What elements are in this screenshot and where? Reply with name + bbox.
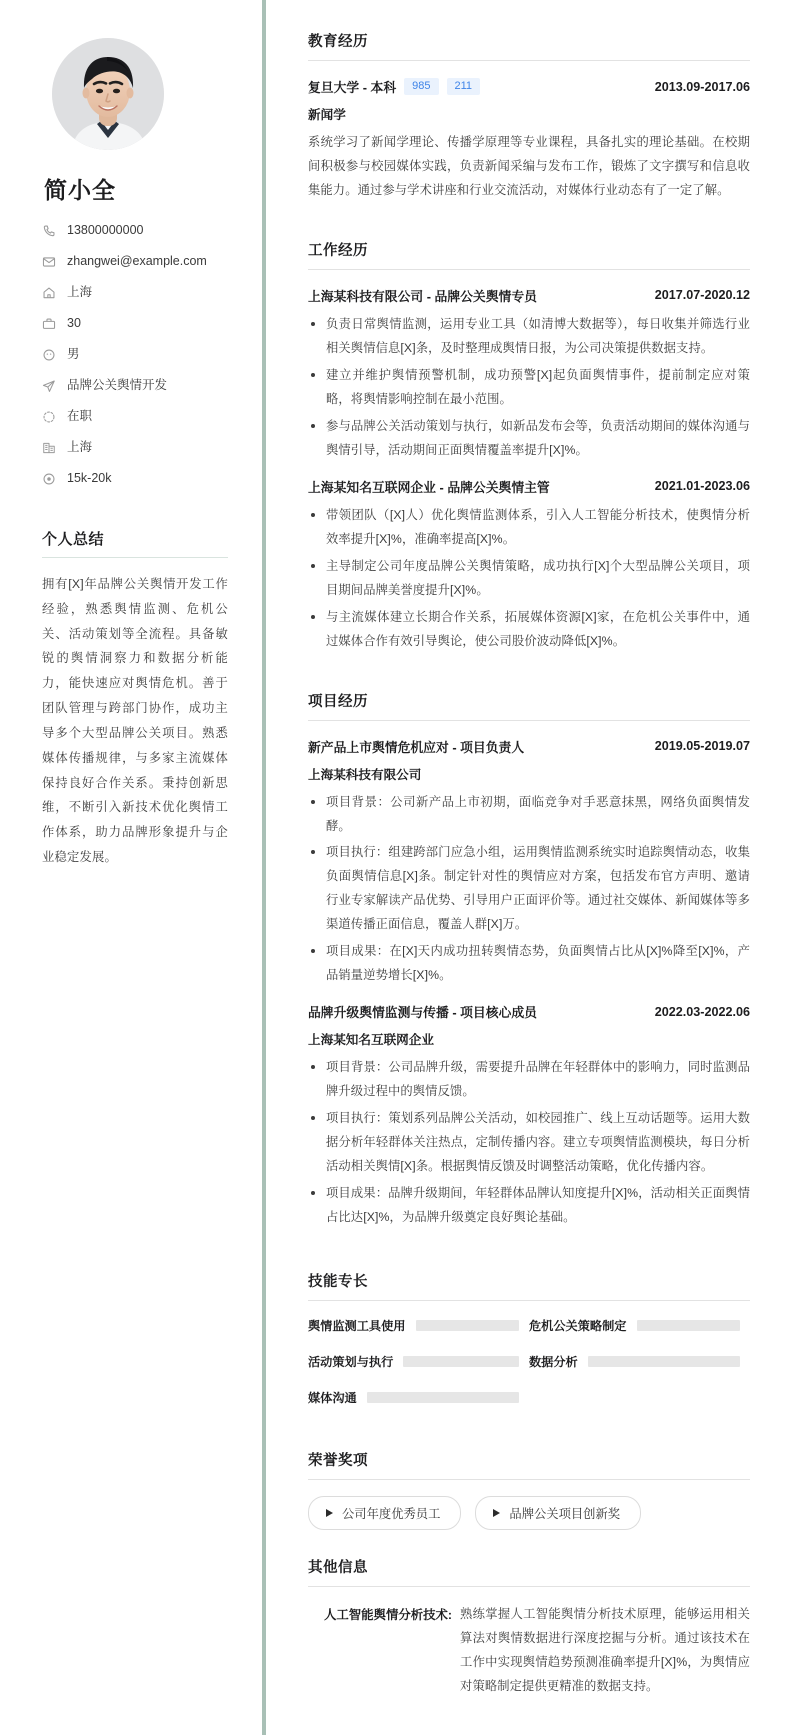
project-entry (308, 737, 750, 989)
work-bullet: 与主流媒体建立长期合作关系，拓展媒体资源[X]家，在危机公关事件中，通过媒体合作有效引导舆论，使公司股价波动降低[X]%。 (308, 606, 750, 654)
project-bullet: 项目执行：组建跨部门应急小组，运用舆情监测系统实时追踪舆情动态，收集负面舆情信息[X]条。制定针对性的舆情应对方案，包括发布官方声明、邀请行业专家解读产品优势、引导用户正面评价等。通过社交媒体、新闻媒体等多渠道传播正面信息，覆盖人群[X]万。 (308, 841, 750, 937)
other-info-key: 人工智能舆情分析技术: (324, 1608, 453, 1623)
education-date: 2013.09-2017.06 (654, 79, 750, 94)
contact-email-value: zhangwei@example.com (67, 254, 207, 268)
education-section (308, 30, 750, 203)
paper-plane-icon (42, 379, 56, 393)
honor-chip[interactable] (475, 1496, 641, 1530)
work-bullet: 带领团队（[X]人）优化舆情监测体系，引入人工智能分析技术，使舆情分析效率提升[X]%，准确率提高[X]%。 (308, 504, 750, 552)
honors-heading: 荣誉奖项 (308, 1453, 368, 1470)
contact-age-value: 30 (67, 316, 81, 330)
work-title: 上海某科技有限公司 - 品牌公关舆情专员 (308, 288, 537, 304)
sidebar (0, 0, 262, 1735)
person-name: 简小全 (44, 177, 116, 203)
contact-workplace-value: 上海 (67, 440, 93, 454)
projects-divider (308, 720, 750, 721)
other-info-divider (308, 1586, 750, 1587)
skills-grid (308, 1317, 750, 1425)
play-triangle-icon (326, 1509, 333, 1517)
play-triangle-icon (493, 1509, 500, 1517)
building-icon (42, 441, 56, 455)
work-date: 2021.01-2023.06 (654, 479, 750, 494)
skills-heading: 技能专长 (308, 1274, 368, 1291)
work-bullets (308, 504, 750, 654)
education-tag-985: 985 (404, 78, 438, 96)
summary-heading: 个人总结 (42, 531, 105, 548)
contact-city (42, 285, 228, 300)
skill-label: 舆情监测工具使用 (308, 1319, 406, 1334)
work-title: 上海某知名互联网企业 - 品牌公关舆情主管 (308, 479, 550, 495)
contact-gender-value: 男 (67, 347, 80, 361)
project-title: 品牌升级舆情监测与传播 - 项目核心成员 (308, 1005, 537, 1021)
envelope-icon (42, 255, 56, 269)
project-bullets (308, 791, 750, 989)
work-bullets (308, 313, 750, 463)
summary-divider (42, 557, 228, 558)
skill-item (529, 1317, 750, 1334)
portrait-photo-icon (52, 38, 164, 150)
education-divider (308, 60, 750, 61)
project-date: 2019.05-2019.07 (654, 739, 750, 754)
education-entry (308, 77, 750, 203)
summary-text: 拥有[X]年品牌公关舆情开发工作经验，熟悉舆情监测、危机公关、活动策划等全流程。具备敏锐的舆情洞察力和数据分析能力，能快速应对舆情危机。善于团队管理与跨部门协作，成功主导多个大型品牌公关项目。熟悉媒体传播规律，与多家主流媒体保持良好合作关系。秉持创新思维，不断引入新技术优化舆情工作体系，助力品牌形象提升与企业稳定发展。 (42, 577, 228, 865)
other-info-row (308, 1603, 750, 1699)
skills-section (308, 1270, 750, 1425)
projects-section (308, 690, 750, 1231)
skill-label: 危机公关策略制定 (529, 1319, 627, 1334)
project-title: 新产品上市舆情危机应对 - 项目负责人 (308, 739, 525, 755)
project-company: 上海某知名互联网企业 (308, 1033, 434, 1048)
contact-status (42, 409, 228, 424)
project-bullet: 项目成果：在[X]天内成功扭转舆情态势，负面舆情占比从[X]%降至[X]%，产品销量逆势增长[X]%。 (308, 940, 750, 988)
contact-phone (42, 223, 228, 238)
skill-progress-bar (637, 1320, 741, 1331)
summary-section (42, 528, 228, 870)
education-entry-head (308, 77, 750, 96)
skill-item (308, 1353, 529, 1370)
project-entry (308, 1002, 750, 1230)
contact-gender (42, 347, 228, 362)
project-entry-head (308, 1002, 750, 1021)
skills-divider (308, 1300, 750, 1301)
skill-progress-bar (403, 1356, 519, 1367)
skill-item (308, 1389, 529, 1406)
skill-item (308, 1317, 529, 1334)
status-icon (42, 410, 56, 424)
projects-heading: 项目经历 (308, 693, 368, 710)
skill-item (529, 1353, 750, 1370)
education-school: 复旦大学 - 本科 (308, 80, 397, 95)
skill-label: 媒体沟通 (308, 1391, 357, 1406)
project-date: 2022.03-2022.06 (654, 1004, 750, 1019)
honor-label: 公司年度优秀员工 (342, 1507, 441, 1522)
contact-salary-value: 15k-20k (67, 471, 112, 485)
honor-label: 品牌公关项目创新奖 (509, 1507, 621, 1522)
work-entry-head (308, 477, 750, 496)
other-info-section (308, 1556, 750, 1699)
work-entry-head (308, 286, 750, 305)
education-title-group (308, 77, 480, 96)
work-bullet: 负责日常舆情监测，运用专业工具（如清博大数据等），每日收集并筛选行业相关舆情信息[X]条，及时整理成舆情日报，为公司决策提供数据支持。 (308, 313, 750, 361)
phone-icon (42, 224, 56, 238)
project-bullet: 项目执行：策划系列品牌公关活动，如校园推广、线上互动话题等。运用大数据分析年轻群体关注热点，定制传播内容。建立专项舆情监测模块，每日分析活动相关舆情[X]条。根据舆情反馈及时调整活动策略，优化传播内容。 (308, 1107, 750, 1179)
main-content (266, 0, 794, 1735)
work-bullet: 建立并维护舆情预警机制，成功预警[X]起负面舆情事件，提前制定应对策略，将舆情影响控制在最小范围。 (308, 364, 750, 412)
honors-section (308, 1449, 750, 1530)
education-tag-211: 211 (447, 78, 481, 96)
honors-divider (308, 1479, 750, 1480)
work-entry (308, 477, 750, 654)
briefcase-icon (42, 317, 56, 331)
contact-position-value: 品牌公关舆情开发 (67, 378, 168, 392)
contact-email (42, 254, 228, 269)
project-bullet: 项目背景：公司新产品上市初期，面临竞争对手恶意抹黑，网络负面舆情发酵。 (308, 791, 750, 839)
work-section (308, 239, 750, 654)
work-divider (308, 269, 750, 270)
gender-icon (42, 348, 56, 362)
work-heading: 工作经历 (308, 242, 368, 259)
education-heading: 教育经历 (308, 34, 368, 50)
other-info-value: 熟练掌握人工智能舆情分析技术原理，能够运用相关算法对舆情数据进行深度挖掘与分析。通过该技术在工作中实现舆情趋势预测准确率提升[X]%，为舆情应对策略制定提供更精准的数据支持。 (460, 1607, 750, 1693)
contact-position (42, 378, 228, 393)
contact-age (42, 316, 228, 331)
work-bullet: 主导制定公司年度品牌公关舆情策略，成功执行[X]个大型品牌公关项目，项目期间品牌美誉度提升[X]%。 (308, 555, 750, 603)
work-bullet: 参与品牌公关活动策划与执行，如新品发布会等，负责活动期间的媒体沟通与舆情引导，活动期间正面舆情覆盖率提升[X]%。 (308, 415, 750, 463)
contact-status-value: 在职 (67, 409, 93, 423)
salary-icon (42, 472, 56, 486)
skill-progress-bar (367, 1392, 519, 1403)
avatar (52, 38, 164, 150)
other-info-heading: 其他信息 (308, 1560, 368, 1577)
home-icon (42, 286, 56, 300)
skill-progress-bar (416, 1320, 520, 1331)
work-entry (308, 286, 750, 463)
project-bullet: 项目背景：公司品牌升级，需要提升品牌在年轻群体中的影响力，同时监测品牌升级过程中的舆情反馈。 (308, 1056, 750, 1104)
work-date: 2017.07-2020.12 (654, 288, 750, 303)
skill-label: 活动策划与执行 (308, 1355, 394, 1370)
contact-phone-value: 13800000000 (67, 223, 144, 237)
contact-salary (42, 471, 228, 486)
project-company: 上海某科技有限公司 (308, 767, 422, 782)
contact-list (42, 223, 228, 486)
contact-workplace (42, 440, 228, 455)
contact-city-value: 上海 (67, 285, 93, 299)
project-bullets (308, 1056, 750, 1230)
honor-chip[interactable] (308, 1496, 461, 1530)
honors-list (308, 1496, 750, 1530)
project-entry-head (308, 737, 750, 756)
education-major: 新闻学 (308, 108, 346, 122)
education-description: 系统学习了新闻学理论、传播学原理等专业课程，具备扎实的理论基础。在校期间积极参与校园媒体实践，负责新闻采编与发布工作，锻炼了文字撰写和信息收集能力。通过参与学术讲座和行业交流活动，对媒体行业动态有了一定了解。 (308, 135, 750, 197)
project-bullet: 项目成果：品牌升级期间，年轻群体品牌认知度提升[X]%，活动相关正面舆情占比达[X]%，为品牌升级奠定良好舆论基础。 (308, 1182, 750, 1230)
skill-label: 数据分析 (529, 1355, 578, 1370)
skill-progress-bar (588, 1356, 740, 1367)
